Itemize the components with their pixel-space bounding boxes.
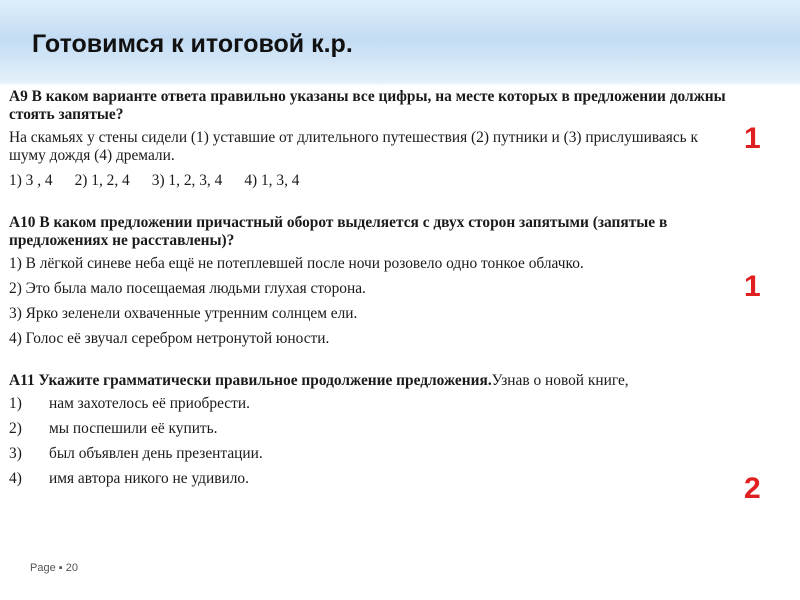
answer-a10: 1 — [744, 270, 761, 303]
option — [9, 445, 727, 463]
option — [9, 420, 727, 438]
option-text: имя автора никого не удивило. — [49, 470, 249, 487]
answer-a9: 1 — [744, 122, 761, 155]
question-a10-text: А10 В каком предложении причастный оборот выделяется с двух сторон запятыми (запятые в предложениях не расставлены)? — [9, 214, 668, 249]
option: 1) 3 , 4 — [9, 172, 53, 189]
option-text: нам захотелось её приобрести. — [49, 395, 250, 412]
option — [9, 470, 727, 488]
slide-title: Готовимся к итоговой к.р. — [32, 30, 353, 58]
option — [9, 395, 727, 413]
option-number: 1) — [9, 395, 22, 412]
question-a9-options — [9, 172, 727, 190]
page-number: Page ▪ 20 — [30, 562, 78, 574]
question-a11 — [9, 372, 727, 488]
question-a9-text: А9 В каком варианте ответа правильно указаны все цифры, на месте которых в предложении должны стоять запятые? — [9, 88, 726, 123]
option: 3) 1, 2, 3, 4 — [151, 172, 223, 189]
question-a9 — [9, 88, 727, 190]
slide-header — [0, 0, 800, 86]
question-a11-question: А11 Укажите грамматически правильное продолжение предложения. — [9, 372, 492, 389]
option-number: 3) — [9, 445, 22, 462]
option: 1) В лёгкой синеве неба ещё не потеплевшей после ночи розовело одно тонкое облачко. — [9, 255, 584, 272]
option: 3) Ярко зеленели охваченные утренним солнцем ели. — [9, 305, 358, 322]
option-text: был объявлен день презентации. — [49, 445, 263, 462]
option: 2) Это была мало посещаемая людьми глухая сторона. — [9, 280, 366, 297]
question-a11-prompt: Узнав о новой книге, — [491, 372, 629, 389]
option-number: 2) — [9, 420, 22, 437]
option: 2) 1, 2, 4 — [74, 172, 130, 189]
option-number: 4) — [9, 470, 22, 487]
answer-a11: 2 — [744, 472, 761, 505]
option-text: мы поспешили её купить. — [49, 420, 218, 437]
question-a9-sentence: На скамьях у стены сидели (1) уставшие от длительного путешествия (2) путники и (3) прислушиваясь к шуму дождя (4) дремали. — [9, 129, 699, 164]
option: 4) Голос её звучал серебром нетронутой юности. — [9, 330, 330, 347]
option: 4) 1, 3, 4 — [244, 172, 300, 189]
slide-content — [9, 88, 727, 495]
question-a10 — [9, 214, 727, 348]
question-a11-text — [9, 372, 727, 390]
